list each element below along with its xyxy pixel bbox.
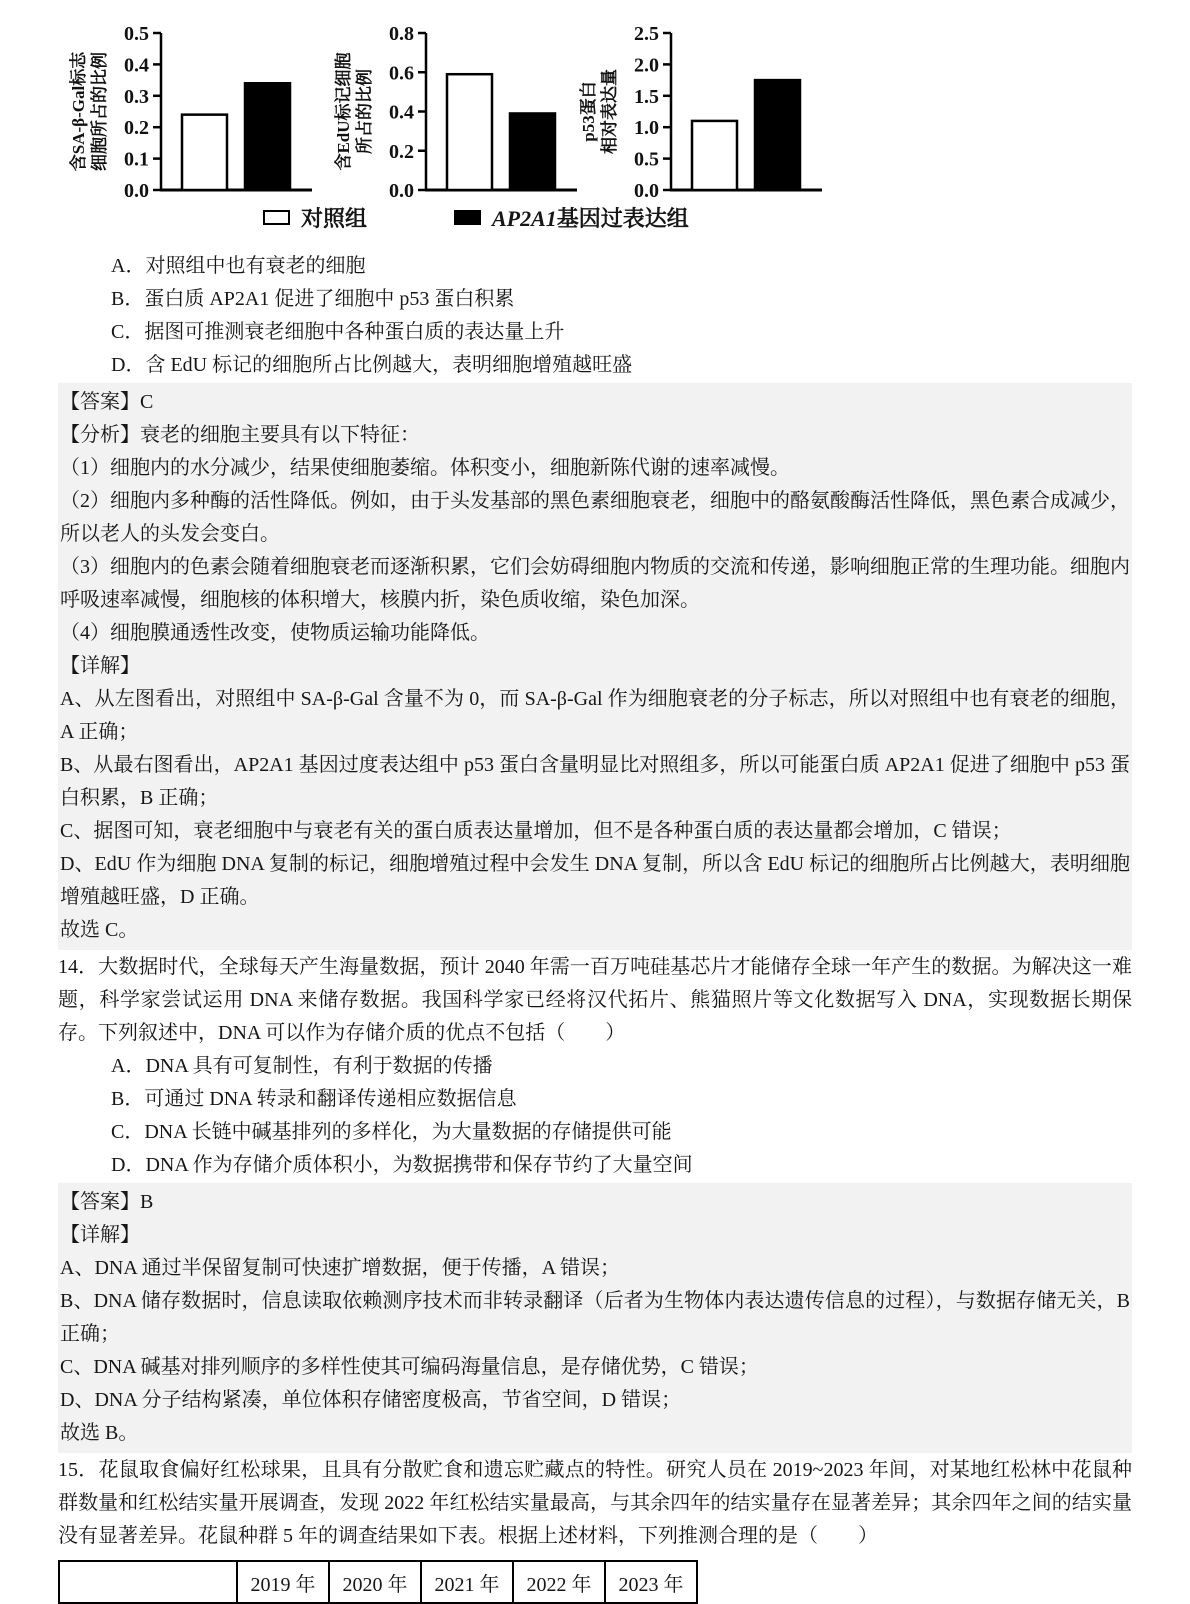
svg-text:p53蛋白: p53蛋白 bbox=[579, 81, 598, 142]
svg-text:0.0: 0.0 bbox=[124, 180, 149, 202]
svg-text:0.0: 0.0 bbox=[389, 180, 414, 202]
q13-option-b: B．蛋白质 AP2A1 促进了细胞中 p53 蛋白积累 bbox=[111, 288, 515, 310]
detail-heading: 【详解】 bbox=[60, 655, 140, 677]
survey-table bbox=[58, 1560, 698, 1604]
chart-p53 bbox=[576, 8, 826, 210]
q14-options bbox=[58, 1050, 1132, 1182]
svg-text:0.1: 0.1 bbox=[124, 148, 149, 171]
svg-text:细胞所占的比例: 细胞所占的比例 bbox=[90, 52, 109, 171]
question-15-stem: 15．花鼠取食偏好红松球果，且具有分散贮食和遗忘贮藏点的特性。研究人员在 2019~2023 年间，对某地红松林中花鼠种群数量和红松结实量开展调查，发现 2022 年红松结实量最高，与其余四年的结实量存在显著差异；其余四年之间的结实量没有显著差异。花鼠种群 5 年的调查结果如下表。根据上述材料，下列推测合理的是（ ） bbox=[58, 1459, 1132, 1547]
svg-text:所占的比例: 所占的比例 bbox=[355, 69, 374, 154]
detail-line: D、DNA 分子结构紧凑，单位体积存储密度极高，节省空间，D 错误； bbox=[60, 1389, 682, 1411]
answer-block-q14 bbox=[58, 1183, 1132, 1453]
legend-label-gene-italic: AP2A1 bbox=[492, 205, 557, 231]
svg-text:含SA-β-Gal标志: 含SA-β-Gal标志 bbox=[69, 51, 88, 172]
detail-heading: 【详解】 bbox=[60, 1224, 140, 1246]
survey-table-header-row bbox=[59, 1561, 697, 1603]
table-cell-year-2023: 2023 年 bbox=[605, 1561, 697, 1603]
svg-text:2.0: 2.0 bbox=[634, 54, 659, 77]
q14-option-b: B．可通过 DNA 转录和翻译传递相应数据信息 bbox=[111, 1088, 517, 1110]
figure-legend bbox=[58, 202, 1132, 236]
analysis-line: 【分析】衰老的细胞主要具有以下特征： bbox=[60, 424, 420, 446]
detail-line: B、从最右图看出，AP2A1 基因过度表达组中 p53 蛋白含量明显比对照组多，所以可能蛋白质 AP2A1 促进了细胞中 p53 蛋白积累，B 正确； bbox=[60, 754, 1130, 809]
chart-svg bbox=[331, 8, 581, 210]
chart-svg bbox=[576, 8, 826, 210]
detail-line: C、DNA 碱基对排列顺序的多样性使其可编码海量信息，是存储优势，C 错误； bbox=[60, 1356, 759, 1378]
table-cell-empty bbox=[59, 1561, 237, 1603]
table-cell-year-2019: 2019 年 bbox=[237, 1561, 329, 1603]
figure-bar-charts bbox=[58, 0, 1132, 250]
svg-text:0.2: 0.2 bbox=[389, 140, 414, 163]
chart-edu bbox=[331, 8, 581, 210]
q13-options bbox=[58, 250, 1132, 382]
chart-svg bbox=[66, 8, 316, 210]
detail-line: B、DNA 储存数据时，信息读取依赖测序技术而非转录翻译（后者为生物体内表达遗传信息的过程），与数据存储无关，B 正确； bbox=[60, 1290, 1130, 1345]
conclusion-line: 故选 C。 bbox=[60, 919, 139, 941]
answer-block-q13 bbox=[58, 383, 1132, 950]
svg-text:2.5: 2.5 bbox=[634, 23, 659, 45]
answer-line: 【答案】C bbox=[60, 391, 154, 413]
svg-text:1.5: 1.5 bbox=[634, 85, 659, 108]
chart-sa-b-gal bbox=[66, 8, 316, 210]
legend-label-overexpression bbox=[492, 202, 689, 233]
detail-line: D、EdU 作为细胞 DNA 复制的标记，细胞增殖过程中会发生 DNA 复制，所以含 EdU 标记的细胞所占比例越大，表明细胞增殖越旺盛，D 正确。 bbox=[60, 853, 1130, 908]
svg-text:0.3: 0.3 bbox=[124, 85, 149, 108]
svg-text:0.6: 0.6 bbox=[389, 62, 414, 85]
table-cell-year-2022: 2022 年 bbox=[513, 1561, 605, 1603]
legend-label-control: 对照组 bbox=[301, 205, 368, 231]
legend-item-control bbox=[263, 202, 367, 232]
svg-text:0.0: 0.0 bbox=[634, 180, 659, 202]
analysis-line: （4）细胞膜通透性改变，使物质运输功能降低。 bbox=[60, 622, 490, 644]
legend-swatch-control bbox=[263, 210, 290, 225]
svg-text:0.4: 0.4 bbox=[389, 101, 414, 124]
svg-text:0.5: 0.5 bbox=[634, 148, 659, 171]
conclusion-line: 故选 B。 bbox=[60, 1422, 139, 1444]
svg-text:1.0: 1.0 bbox=[634, 117, 659, 140]
analysis-line: （3）细胞内的色素会随着细胞衰老而逐渐积累，它们会妨碍细胞内物质的交流和传递，影响细胞正常的生理功能。细胞内呼吸速率减慢，细胞核的体积增大，核膜内折，染色质收缩，染色加深。 bbox=[60, 556, 1130, 611]
table-cell-year-2020: 2020 年 bbox=[329, 1561, 421, 1603]
svg-text:0.5: 0.5 bbox=[124, 23, 149, 45]
legend-label-gene-rest: 基因过表达组 bbox=[556, 205, 689, 231]
q14-option-a: A．DNA 具有可复制性，有利于数据的传播 bbox=[111, 1055, 493, 1077]
svg-text:含EdU标记细胞: 含EdU标记细胞 bbox=[334, 52, 353, 171]
analysis-line: （1）细胞内的水分减少，结果使细胞萎缩。体积变小，细胞新陈代谢的速率减慢。 bbox=[60, 457, 790, 479]
analysis-line: （2）细胞内多种酶的活性降低。例如，由于头发基部的黑色素细胞衰老，细胞中的酪氨酸酶活性降低，黑色素合成减少，所以老人的头发会变白。 bbox=[60, 490, 1130, 545]
answer-line: 【答案】B bbox=[60, 1191, 154, 1213]
detail-line: A、DNA 通过半保留复制可快速扩增数据，便于传播，A 错误； bbox=[60, 1257, 621, 1279]
q13-option-d: D．含 EdU 标记的细胞所占比例越大，表明细胞增殖越旺盛 bbox=[111, 354, 633, 376]
legend-swatch-overexpression bbox=[454, 210, 481, 225]
svg-text:相对表达量: 相对表达量 bbox=[600, 69, 619, 154]
legend-item-overexpression bbox=[454, 202, 689, 232]
table-cell-year-2021: 2021 年 bbox=[421, 1561, 513, 1603]
svg-text:0.8: 0.8 bbox=[389, 23, 414, 45]
svg-text:0.4: 0.4 bbox=[124, 54, 149, 77]
svg-text:0.2: 0.2 bbox=[124, 117, 149, 140]
detail-line: C、据图可知，衰老细胞中与衰老有关的蛋白质表达量增加，但不是各种蛋白质的表达量都会增加，C 错误； bbox=[60, 820, 1012, 842]
q14-option-d: D．DNA 作为存储介质体积小，为数据携带和保存节约了大量空间 bbox=[111, 1154, 693, 1176]
detail-line: A、从左图看出，对照组中 SA-β-Gal 含量不为 0，而 SA-β-Gal 作为细胞衰老的分子标志，所以对照组中也有衰老的细胞，A 正确； bbox=[60, 688, 1130, 743]
question-14-stem: 14．大数据时代，全球每天产生海量数据，预计 2040 年需一百万吨硅基芯片才能储存全球一年产生的数据。为解决这一难题，科学家尝试运用 DNA 来储存数据。我国科学家已经将汉代拓片、熊猫照片等文化数据写入 DNA，实现数据长期保存。下列叙述中，DNA 可以作为存储介质的优点不包括（ ） bbox=[58, 956, 1132, 1044]
q13-option-a: A．对照组中也有衰老的细胞 bbox=[111, 255, 366, 277]
q13-option-c: C．据图可推测衰老细胞中各种蛋白质的表达量上升 bbox=[111, 321, 565, 343]
q14-option-c: C．DNA 长链中碱基排列的多样化，为大量数据的存储提供可能 bbox=[111, 1121, 672, 1143]
